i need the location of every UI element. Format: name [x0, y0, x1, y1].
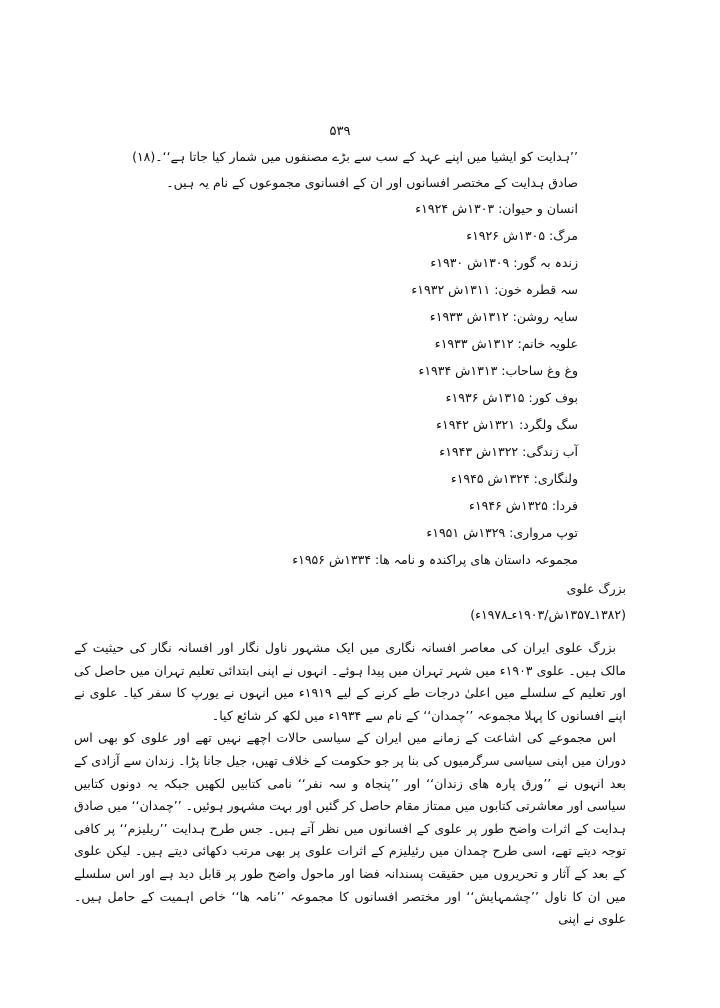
paragraph-1: بزرگ علوی ایران کی معاصر افسانہ نگاری میں ایک مشہور ناول نگار اور افسانہ نگار کی حیثیت کے مالک ہیں۔ علوی ۱۹۰۳ء میں شہر تہران میں پیدا ہوئے۔ انہوں نے اپنی ابتدائی تعلیم تہران میں حاصل کی اور تعلیم کے سلسلے میں اعلیٰ درجات طے کرنے کے لیے ۱۹۱۹ء میں انہوں نے یورپ کا سفر کیا۔ علوی نے اپنے افسانوں کا پہلا مجموعہ ’’چمدان‘‘ کے نام سے ۱۹۳۴ء میں لکھ کر شائع کیا۔	[74, 640, 627, 723]
work-item: توپ مرواری: ۱۳۲۹ش ۱۹۵۱ء	[426, 525, 578, 540]
work-item: زندہ بہ گور: ۱۳۰۹ش ۱۹۳۰ء	[430, 255, 578, 270]
work-item: ولنگاری: ۱۳۲۴ش ۱۹۴۵ء	[450, 471, 578, 486]
work-item: آب زندگی: ۱۳۲۲ش ۱۹۴۳ء	[439, 444, 578, 459]
page-number: ۵۳۹	[329, 124, 351, 139]
work-item: سہ قطرہ خون: ۱۳۱۱ش ۱۹۳۲ء	[411, 282, 578, 297]
work-item: علویہ خانم: ۱۳۱۲ش ۱۹۳۳ء	[434, 336, 578, 351]
body-text	[74, 637, 626, 931]
work-item: سایہ روشن: ۱۳۱۲ش ۱۹۳۳ء	[429, 309, 578, 324]
author-dates: (۱۳۸۲ـ۱۳۵۷ش/۱۹۰۳ءـ۱۹۷۸ء)	[470, 607, 626, 622]
work-item: انسان و حیوان: ۱۳۰۳ش ۱۹۲۴ء	[415, 201, 578, 216]
work-item: مجموعہ داستان ھای پراکندہ و نامہ ھا: ۱۳۳۴ش ۱۹۵۶ء	[292, 552, 578, 567]
work-item: فردا: ۱۳۲۵ش ۱۹۴۶ء	[469, 498, 578, 513]
quote-line: ’’ہدایت کو ایشیا میں اپنے عہد کے سب سے بڑے مصنفوں میں شمار کیا جاتا ہے‘‘۔(۱۸)	[132, 149, 578, 164]
work-item: سگ ولگرد: ۱۳۲۱ش ۱۹۴۲ء	[436, 417, 578, 432]
work-item: وغ وغ ساحاب: ۱۳۱۳ش ۱۹۳۴ء	[418, 363, 578, 378]
paragraph-2: اس مجموعے کی اشاعت کے زمانے میں ایران کے سیاسی حالات اچھے نہیں تھے اور علوی کو بھی اس دوران میں اپنی سیاسی سرگرمیوں کی بنا پر جو حکومت کے خلاف تھیں، جیل جانا پڑا۔ زندان سے آزادی کے بعد انہوں نے ’’ورق پارہ ھای زندان‘‘ اور ’’پنجاہ و سہ نفر‘‘ نامی کتابیں لکھیں جبکہ یہ دونوں کتابیں سیاسی اور معاشرتی کتابوں میں ممتاز مقام حاصل کر گئیں اور بہت مشہور ہوئیں۔ ’’چمدان‘‘ میں صادق ہدایت کے اثرات واضح طور پر علوی کے افسانوں میں نظر آتے ہیں۔ جس طرح ہدایت ’’ریلیزم‘‘ پر کافی توجہ دیتے تھے، اسی طرح چمدان میں رئیلیزم کے اثرات علوی پر بھی مرتب دکھائی دیتے ہیں۔ لیکن علوی کے بعد کے آثار و تحریروں میں حقیقت پسندانہ فضا اور ماحول واضح طور پر قابل دید ہے اور اس سلسلے میں ان کا ناول ’’چشمہایش‘‘ اور مختصر افسانوں کا مجموعہ ’’نامہ ھا‘‘ خاص اہمیت کے حامل ہیں۔ علوی نے اپنی	[74, 730, 626, 927]
work-item: مرگ: ۱۳۰۵ش ۱۹۲۶ء	[466, 228, 578, 243]
author-heading: بزرگ علوی	[566, 581, 626, 596]
intro-line: صادق ہدایت کے مختصر افسانوں اور ان کے افسانوی مجموعوں کے نام یہ ہیں۔	[166, 175, 578, 190]
work-item: بوف کور: ۱۳۱۵ش ۱۹۳۶ء	[445, 390, 578, 405]
